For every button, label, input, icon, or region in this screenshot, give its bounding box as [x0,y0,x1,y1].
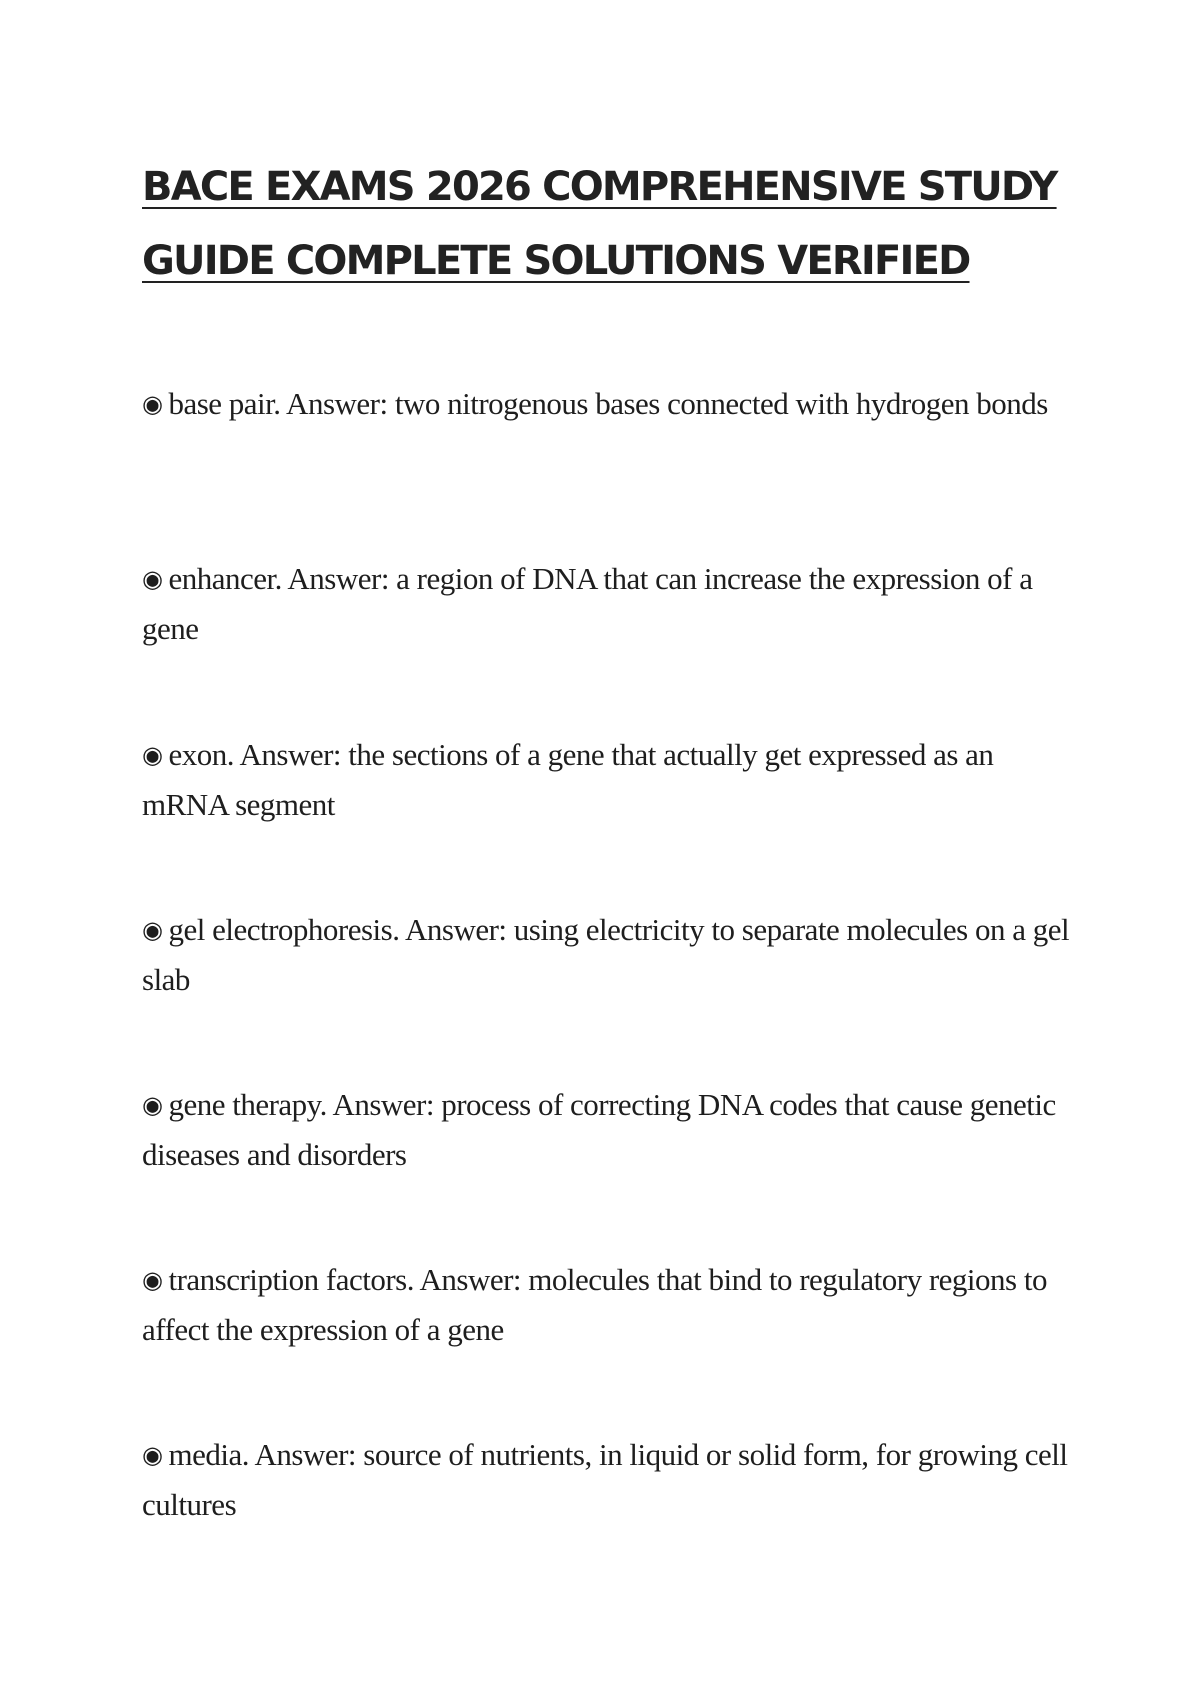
entry-text: base pair. Answer: two nitrogenous bases connected with hydrogen bonds [168,386,1048,421]
entry-text: gel electrophoresis. Answer: using electricity to separate molecules on a gel slab [142,912,1070,997]
document-title [142,150,1062,298]
glossary-entry [142,1081,1072,1179]
radio-bullet-icon: ◉ [142,1441,163,1469]
title-line: GUIDE COMPLETE SOLUTIONS VERIFIED [142,238,970,284]
glossary-entry [142,380,1072,430]
glossary-entry [142,1256,1072,1354]
radio-bullet-icon: ◉ [142,1266,163,1294]
glossary-entry [142,906,1072,1004]
entry-text: transcription factors. Answer: molecules that bind to regulatory regions to affect the expression of a gene [142,1262,1047,1347]
entry-text: media. Answer: source of nutrients, in liquid or solid form, for growing cell cultures [142,1437,1068,1522]
radio-bullet-icon: ◉ [142,1091,163,1119]
entry-text: gene therapy. Answer: process of correcting DNA codes that cause genetic diseases and disorders [142,1087,1056,1172]
title-line: BACE EXAMS 2026 COMPREHENSIVE STUDY [142,164,1057,210]
glossary-entry [142,731,1072,829]
entry-text: exon. Answer: the sections of a gene that actually get expressed as an mRNA segment [142,737,994,822]
glossary-entry [142,555,1072,653]
radio-bullet-icon: ◉ [142,390,163,418]
radio-bullet-icon: ◉ [142,741,163,769]
glossary-entry [142,1431,1072,1529]
radio-bullet-icon: ◉ [142,916,163,944]
radio-bullet-icon: ◉ [142,565,163,593]
entry-text: enhancer. Answer: a region of DNA that can increase the expression of a gene [142,561,1033,646]
